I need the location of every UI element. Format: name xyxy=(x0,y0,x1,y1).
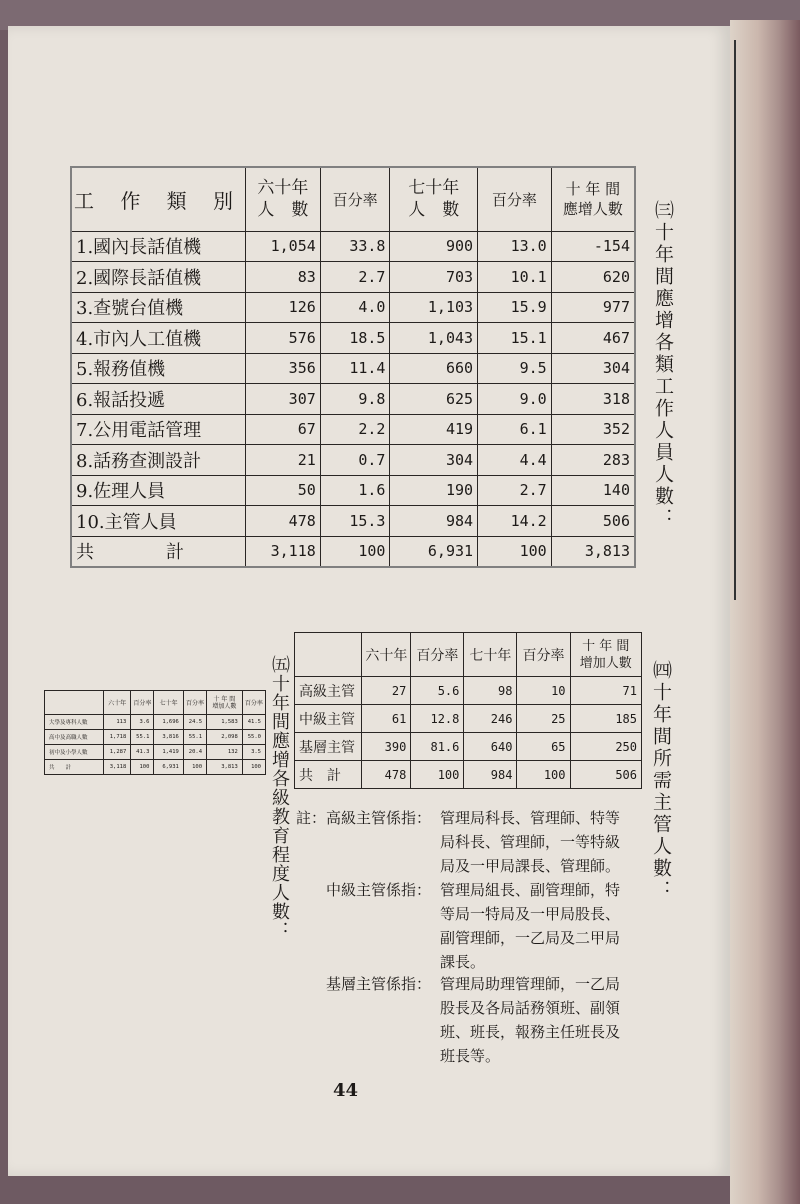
value-cell: 478 xyxy=(362,761,411,789)
value-cell: 100 xyxy=(411,761,464,789)
value-cell: 100 xyxy=(320,536,390,567)
header-cell: 百分率 xyxy=(242,691,265,715)
value-cell: 15.9 xyxy=(478,292,552,323)
value-cell: 1,287 xyxy=(103,745,130,760)
value-cell: 660 xyxy=(390,353,478,384)
value-cell: 467 xyxy=(551,323,635,354)
row-label-cell: 5.報務值機 xyxy=(71,353,246,384)
value-cell: 67 xyxy=(246,414,321,445)
row-label-cell: 9.佐理人員 xyxy=(71,475,246,506)
value-cell: 100 xyxy=(478,536,552,567)
value-cell: 100 xyxy=(183,760,206,775)
value-cell: 1,419 xyxy=(154,745,183,760)
table-row xyxy=(71,353,635,384)
value-cell: 1,043 xyxy=(390,323,478,354)
value-cell: 304 xyxy=(390,445,478,476)
supervisor-table xyxy=(294,632,642,789)
page-number: 44 xyxy=(333,1080,359,1101)
value-cell: 55.0 xyxy=(242,730,265,745)
value-cell: 126 xyxy=(246,292,321,323)
value-cell: 1,103 xyxy=(390,292,478,323)
header-cell: 百分率 xyxy=(517,633,570,677)
value-cell: 83 xyxy=(246,262,321,293)
value-cell: 977 xyxy=(551,292,635,323)
row-label-cell: 共 計 xyxy=(71,536,246,567)
value-cell: 50 xyxy=(246,475,321,506)
row-label-cell: 3.查號台值機 xyxy=(71,292,246,323)
header-cell: 七十年 xyxy=(464,633,517,677)
value-cell: 113 xyxy=(103,715,130,730)
value-cell: 3,118 xyxy=(103,760,130,775)
row-label-cell: 1.國內長話值機 xyxy=(71,231,246,262)
note-line: 股長及各局話務領班、副領 xyxy=(440,999,621,1017)
note-line: 局及一甲局課長、管理師。 xyxy=(440,857,621,875)
value-cell: 419 xyxy=(390,414,478,445)
row-label-cell: 10.主管人員 xyxy=(71,506,246,537)
table-row xyxy=(295,733,642,761)
header-cell: 百分率 xyxy=(320,167,390,231)
note-line: 管理局組長、副管理師，特 xyxy=(440,881,621,899)
header-cell: 六十年 xyxy=(103,691,130,715)
value-cell: 41.3 xyxy=(131,745,154,760)
book-edge xyxy=(730,20,800,1204)
header-cell: 十 年 間 增加人數 xyxy=(207,691,243,715)
note-label-senior: 高級主管係指： xyxy=(326,809,432,827)
value-cell: 984 xyxy=(464,761,517,789)
note-line: 課長。 xyxy=(440,953,486,971)
value-cell: 3,813 xyxy=(207,760,243,775)
table-row xyxy=(71,536,635,567)
value-cell: 10.1 xyxy=(478,262,552,293)
value-cell: 11.4 xyxy=(320,353,390,384)
value-cell: 3.5 xyxy=(242,745,265,760)
row-label-cell: 4.市內人工值機 xyxy=(71,323,246,354)
value-cell: 14.2 xyxy=(478,506,552,537)
note-line: 班長等。 xyxy=(440,1047,501,1065)
value-cell: 576 xyxy=(246,323,321,354)
row-label-cell: 高級主管 xyxy=(295,677,362,705)
table-row xyxy=(71,384,635,415)
value-cell: 390 xyxy=(362,733,411,761)
value-cell: 6,931 xyxy=(390,536,478,567)
header-cell: 六十年 xyxy=(362,633,411,677)
row-label-cell: 共 計 xyxy=(45,760,104,775)
note-line: 管理局科長、管理師、特等 xyxy=(440,809,621,827)
table-row xyxy=(71,262,635,293)
value-cell: 25 xyxy=(517,705,570,733)
value-cell: 100 xyxy=(131,760,154,775)
header-cell: 百分率 xyxy=(183,691,206,715)
value-cell: 352 xyxy=(551,414,635,445)
header-cell: 十 年 間 增加人數 xyxy=(570,633,641,677)
row-label-cell: 高中及高職人數 xyxy=(45,730,104,745)
value-cell: 27 xyxy=(362,677,411,705)
value-cell: 9.8 xyxy=(320,384,390,415)
row-label-cell: 6.報話投遞 xyxy=(71,384,246,415)
value-cell: 132 xyxy=(207,745,243,760)
value-cell: 984 xyxy=(390,506,478,537)
row-label-cell: 7.公用電話管理 xyxy=(71,414,246,445)
row-label-cell: 共 計 xyxy=(295,761,362,789)
value-cell: 6,931 xyxy=(154,760,183,775)
work-category-table xyxy=(70,166,636,568)
note-line: 等局一特局及一甲局股長、 xyxy=(440,905,621,923)
table-header-row xyxy=(295,633,642,677)
header-cell: 七十年 xyxy=(154,691,183,715)
header-cell: 百分率 xyxy=(131,691,154,715)
value-cell: 100 xyxy=(242,760,265,775)
note-label-middle: 中級主管係指： xyxy=(326,881,432,899)
note-line: 副管理師，一乙局及二甲局 xyxy=(440,929,621,947)
table-row xyxy=(295,705,642,733)
value-cell: 6.1 xyxy=(478,414,552,445)
value-cell: 1,696 xyxy=(154,715,183,730)
table-row xyxy=(71,231,635,262)
value-cell: 10 xyxy=(517,677,570,705)
table-row xyxy=(71,445,635,476)
value-cell: 318 xyxy=(551,384,635,415)
table-row xyxy=(295,761,642,789)
value-cell: 4.4 xyxy=(478,445,552,476)
value-cell: 15.1 xyxy=(478,323,552,354)
row-label-cell: 大學及專科人數 xyxy=(45,715,104,730)
value-cell: 55.1 xyxy=(183,730,206,745)
value-cell: -154 xyxy=(551,231,635,262)
value-cell: 506 xyxy=(551,506,635,537)
value-cell: 41.5 xyxy=(242,715,265,730)
row-label-cell: 2.國際長話值機 xyxy=(71,262,246,293)
table5-title: ㈤十年間應增各級教育程度人數： xyxy=(269,655,290,940)
value-cell: 15.3 xyxy=(320,506,390,537)
header-cell xyxy=(295,633,362,677)
header-cell xyxy=(45,691,104,715)
row-label-cell: 中級主管 xyxy=(295,705,362,733)
table-row xyxy=(71,292,635,323)
note-label-basic: 基層主管係指： xyxy=(326,975,432,993)
table4-title: ㈣十年間所需主管人數： xyxy=(650,660,672,902)
value-cell: 20.4 xyxy=(183,745,206,760)
value-cell: 21 xyxy=(246,445,321,476)
value-cell: 9.5 xyxy=(478,353,552,384)
table-header-row xyxy=(45,691,266,715)
value-cell: 55.1 xyxy=(131,730,154,745)
table-row xyxy=(45,760,266,775)
table-row xyxy=(45,730,266,745)
row-label-cell: 初中及小學人數 xyxy=(45,745,104,760)
value-cell: 506 xyxy=(570,761,641,789)
table-row xyxy=(295,677,642,705)
value-cell: 4.0 xyxy=(320,292,390,323)
table-row xyxy=(71,323,635,354)
value-cell: 33.8 xyxy=(320,231,390,262)
table3-title: ㈢十年間應增各類工作人員人數： xyxy=(652,200,674,530)
value-cell: 1,583 xyxy=(207,715,243,730)
value-cell: 65 xyxy=(517,733,570,761)
row-label-cell: 8.話務查測設計 xyxy=(71,445,246,476)
value-cell: 5.6 xyxy=(411,677,464,705)
value-cell: 140 xyxy=(551,475,635,506)
value-cell: 2,098 xyxy=(207,730,243,745)
header-cell: 工 作 類 別 xyxy=(71,167,246,231)
table-row xyxy=(71,414,635,445)
value-cell: 3,816 xyxy=(154,730,183,745)
value-cell: 3,118 xyxy=(246,536,321,567)
value-cell: 307 xyxy=(246,384,321,415)
note-text-middle xyxy=(440,878,620,974)
value-cell: 620 xyxy=(551,262,635,293)
education-level-table xyxy=(44,690,266,775)
value-cell: 2.7 xyxy=(478,475,552,506)
value-cell: 185 xyxy=(570,705,641,733)
notes-prefix: 註： xyxy=(296,809,327,827)
note-line: 班、班長，報務主任班長及 xyxy=(440,1023,621,1041)
value-cell: 3.6 xyxy=(131,715,154,730)
value-cell: 81.6 xyxy=(411,733,464,761)
header-cell: 七十年 人 數 xyxy=(390,167,478,231)
header-cell: 十 年 間 應增人數 xyxy=(551,167,635,231)
value-cell: 13.0 xyxy=(478,231,552,262)
value-cell: 0.7 xyxy=(320,445,390,476)
value-cell: 478 xyxy=(246,506,321,537)
value-cell: 356 xyxy=(246,353,321,384)
table-header-row xyxy=(71,167,635,231)
row-label-cell: 基層主管 xyxy=(295,733,362,761)
value-cell: 18.5 xyxy=(320,323,390,354)
value-cell: 250 xyxy=(570,733,641,761)
value-cell: 100 xyxy=(517,761,570,789)
value-cell: 640 xyxy=(464,733,517,761)
note-text-senior xyxy=(440,806,620,878)
table-row xyxy=(45,745,266,760)
value-cell: 24.5 xyxy=(183,715,206,730)
value-cell: 2.7 xyxy=(320,262,390,293)
value-cell: 1.6 xyxy=(320,475,390,506)
note-line: 局科長、管理師，一等特級 xyxy=(440,833,621,851)
note-line: 管理局助理管理師，一乙局 xyxy=(440,975,621,993)
value-cell: 304 xyxy=(551,353,635,384)
value-cell: 12.8 xyxy=(411,705,464,733)
value-cell: 625 xyxy=(390,384,478,415)
value-cell: 1,054 xyxy=(246,231,321,262)
value-cell: 1,718 xyxy=(103,730,130,745)
value-cell: 71 xyxy=(570,677,641,705)
value-cell: 2.2 xyxy=(320,414,390,445)
table-row xyxy=(71,506,635,537)
value-cell: 61 xyxy=(362,705,411,733)
note-text-basic xyxy=(440,972,620,1068)
edge-rule xyxy=(734,40,736,600)
value-cell: 190 xyxy=(390,475,478,506)
value-cell: 283 xyxy=(551,445,635,476)
table-row xyxy=(71,475,635,506)
value-cell: 246 xyxy=(464,705,517,733)
value-cell: 98 xyxy=(464,677,517,705)
table-row xyxy=(45,715,266,730)
value-cell: 703 xyxy=(390,262,478,293)
value-cell: 9.0 xyxy=(478,384,552,415)
value-cell: 3,813 xyxy=(551,536,635,567)
value-cell: 900 xyxy=(390,231,478,262)
header-cell: 百分率 xyxy=(411,633,464,677)
header-cell: 六十年 人 數 xyxy=(246,167,321,231)
header-cell: 百分率 xyxy=(478,167,552,231)
